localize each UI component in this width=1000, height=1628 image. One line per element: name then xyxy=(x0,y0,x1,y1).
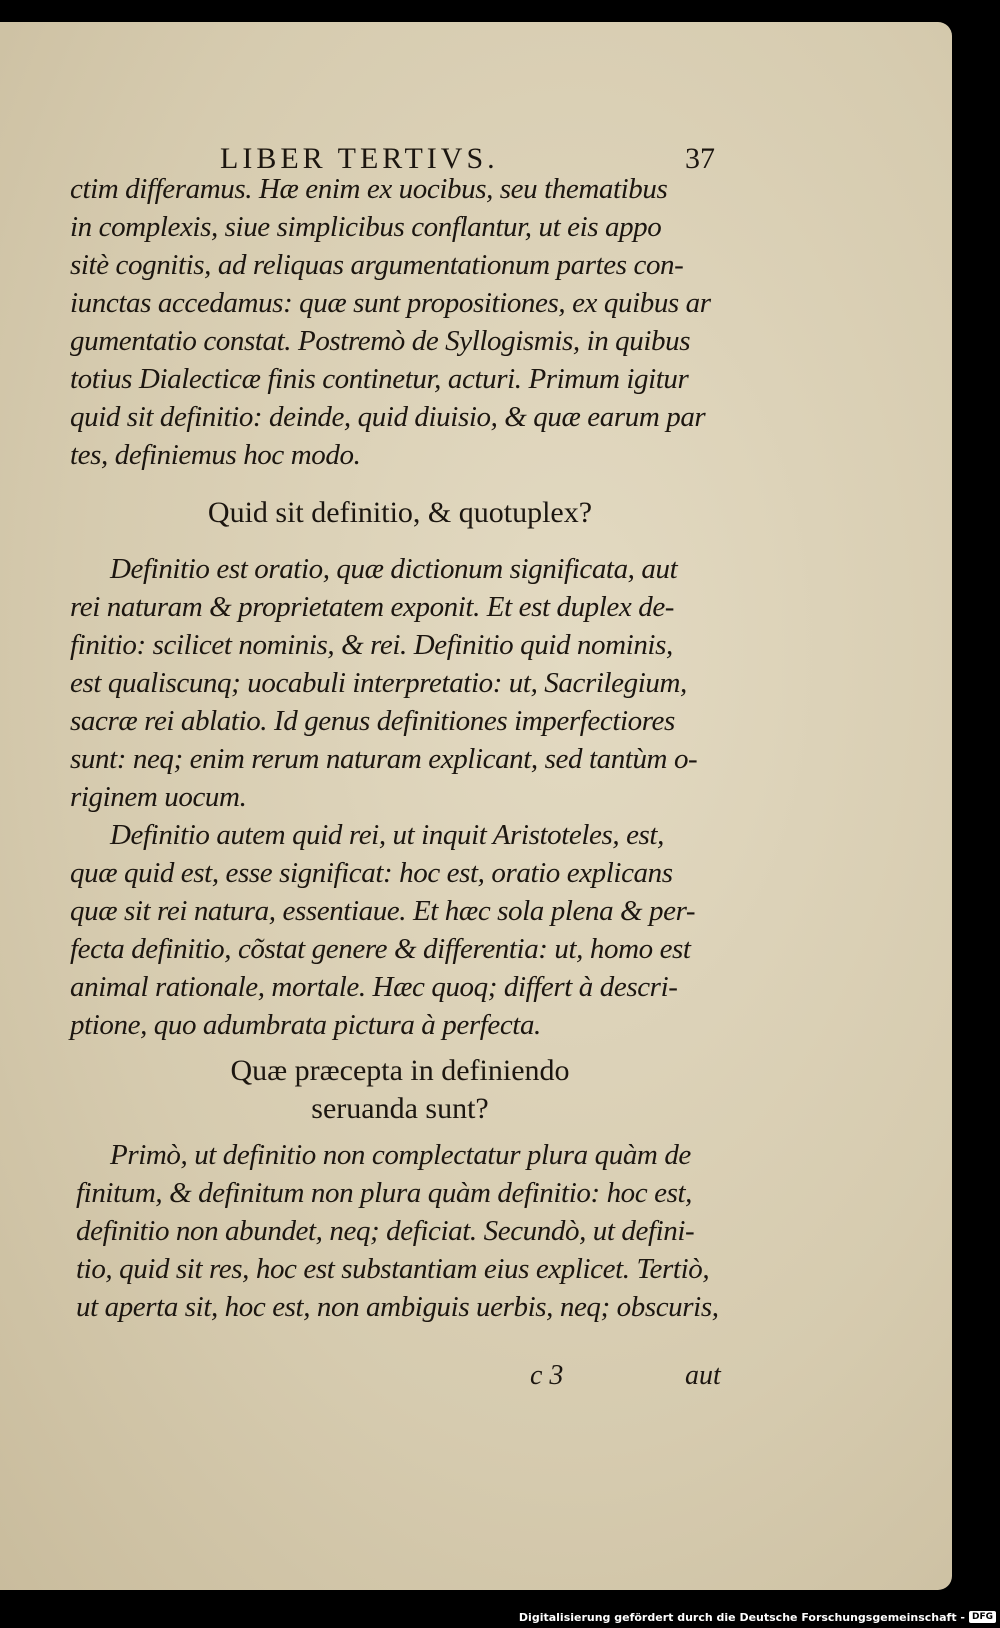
text-line: definitio non abundet, neq; deficiat. Secundò, ut defini- xyxy=(76,1215,695,1247)
signature-mark: c 3 xyxy=(530,1360,564,1391)
text-line: tio, quid sit res, hoc est substantiam eius explicet. Tertiò, xyxy=(76,1253,710,1285)
text-line: ctim differamus. Hæ enim ex uocibus, seu thematibus xyxy=(70,173,668,205)
text-line: fecta definitio, cõstat genere & differentia: ut, homo est xyxy=(70,933,691,965)
running-head: LIBER TERTIVS. xyxy=(220,142,499,175)
text-line: sunt: neq; enim rerum naturam explicant, sed tantùm o- xyxy=(70,743,698,775)
text-line: animal rationale, mortale. Hæc quoq; differt à descri- xyxy=(70,971,678,1003)
text-line: tes, definiemus hoc modo. xyxy=(70,439,361,471)
text-line: in complexis, siue simplicibus conflantur, ut eis appo xyxy=(70,211,662,243)
text-line: iunctas accedamus: quæ sunt propositiones, ex quibus ar xyxy=(70,287,711,319)
text-line: est qualiscunq; uocabuli interpretatio: ut, Sacrilegium, xyxy=(70,667,687,699)
text-line: ptione, quo adumbrata pictura à perfecta. xyxy=(70,1009,541,1041)
text-line: rei naturam & proprietatem exponit. Et est duplex de- xyxy=(70,591,675,623)
text-line: quæ sit rei natura, essentiaue. Et hæc sola plena & per- xyxy=(70,895,696,927)
text-line: ut aperta sit, hoc est, non ambiguis uerbis, neq; obscuris, xyxy=(76,1291,719,1323)
text-line: quid sit definitio: deinde, quid diuisio, & quæ earum par xyxy=(70,401,706,433)
text-line: gumentatio constat. Postremò de Syllogismis, in quibus xyxy=(70,325,691,357)
text-line: Definitio est oratio, quæ dictionum significata, aut xyxy=(110,553,678,585)
text-line: Primò, ut definitio non complectatur plura quàm de xyxy=(110,1139,691,1171)
text-line: quæ quid est, esse significat: hoc est, oratio explicans xyxy=(70,857,673,889)
footer-credit-bar xyxy=(519,1606,1000,1628)
book-page xyxy=(0,22,952,1590)
catchword: aut xyxy=(685,1360,721,1391)
text-line: finitio: scilicet nominis, & rei. Definitio quid nominis, xyxy=(70,629,673,661)
page-number: 37 xyxy=(685,142,715,175)
text-line: Definitio autem quid rei, ut inquit Aristoteles, est, xyxy=(110,819,664,851)
section-heading: Quæ præcepta in definiendo xyxy=(230,1054,570,1087)
text-line: finitum, & definitum non plura quàm definitio: hoc est, xyxy=(76,1177,692,1209)
section-heading: Quid sit definitio, & quotuplex? xyxy=(207,496,593,529)
text-line: riginem uocum. xyxy=(70,781,247,813)
dfg-logo-icon: DFG xyxy=(969,1611,996,1623)
text-line: totius Dialecticæ finis continetur, acturi. Primum igitur xyxy=(70,363,689,395)
footer-credit: Digitalisierung gefördert durch die Deutsche Forschungsgemeinschaft - xyxy=(518,1610,965,1624)
text-line: sitè cognitis, ad reliquas argumentationum partes con- xyxy=(70,249,684,281)
section-heading-continued: seruanda sunt? xyxy=(311,1092,489,1125)
text-line: sacræ rei ablatio. Id genus definitiones imperfectiores xyxy=(70,705,675,737)
